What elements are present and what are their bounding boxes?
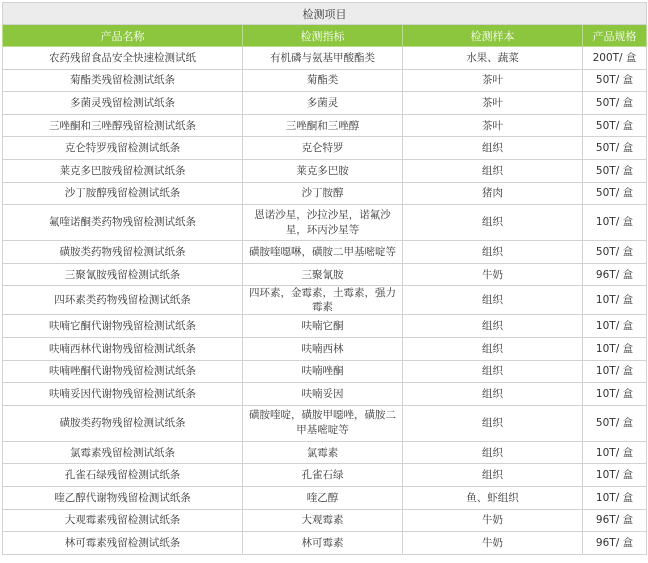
- cell-spec: 50T/ 盒: [583, 241, 647, 264]
- cell-spec: 50T/ 盒: [583, 159, 647, 182]
- cell-spec: 50T/ 盒: [583, 182, 647, 205]
- cell-spec: 10T/ 盒: [583, 337, 647, 360]
- cell-indicator: 磺胺喹噁啉，磺胺二甲基嘧啶等: [243, 241, 403, 264]
- cell-indicator: 三唑酮和三唑醇: [243, 114, 403, 137]
- cell-sample: 组织: [403, 360, 583, 383]
- cell-product-name: 大观霉素残留检测试纸条: [3, 509, 243, 532]
- cell-product-name: 多菌灵残留检测试纸条: [3, 92, 243, 115]
- cell-spec: 96T/ 盒: [583, 263, 647, 286]
- cell-spec: 50T/ 盒: [583, 405, 647, 441]
- cell-indicator: 呋喃它酮: [243, 315, 403, 338]
- cell-product-name: 三唑酮和三唑醇残留检测试纸条: [3, 114, 243, 137]
- cell-sample: 茶叶: [403, 114, 583, 137]
- cell-indicator: 三聚氰胺: [243, 263, 403, 286]
- table-row: [3, 509, 647, 532]
- cell-sample: 牛奶: [403, 263, 583, 286]
- cell-spec: 10T/ 盒: [583, 286, 647, 315]
- cell-sample: 组织: [403, 205, 583, 241]
- cell-indicator: 菊酯类: [243, 69, 403, 92]
- cell-sample: 牛奶: [403, 532, 583, 555]
- cell-product-name: 喹乙醇代谢物残留检测试纸条: [3, 486, 243, 509]
- cell-spec: 10T/ 盒: [583, 360, 647, 383]
- cell-indicator: 呋喃唑酮: [243, 360, 403, 383]
- cell-sample: 组织: [403, 315, 583, 338]
- table-header-row: [3, 25, 647, 47]
- table-row: [3, 263, 647, 286]
- table-title: 检测项目: [3, 3, 647, 25]
- cell-product-name: 孔雀石绿残留检测试纸条: [3, 464, 243, 487]
- header-product-name: 产品名称: [3, 25, 243, 47]
- cell-spec: 96T/ 盒: [583, 532, 647, 555]
- cell-spec: 10T/ 盒: [583, 486, 647, 509]
- cell-sample: 组织: [403, 241, 583, 264]
- cell-sample: 水果、蔬菜: [403, 47, 583, 70]
- table-row: [3, 486, 647, 509]
- table-row: [3, 114, 647, 137]
- header-spec: 产品规格: [583, 25, 647, 47]
- cell-sample: 组织: [403, 337, 583, 360]
- table-row: [3, 337, 647, 360]
- cell-spec: 200T/ 盒: [583, 47, 647, 70]
- cell-product-name: 林可霉素残留检测试纸条: [3, 532, 243, 555]
- cell-product-name: 氯霉素残留检测试纸条: [3, 441, 243, 464]
- cell-indicator: 恩诺沙星，沙拉沙星，诺氟沙星，环丙沙星等: [243, 205, 403, 241]
- cell-indicator: 莱克多巴胺: [243, 159, 403, 182]
- cell-product-name: 呋喃妥因代谢物残留检测试纸条: [3, 383, 243, 406]
- detection-items-table: [2, 2, 647, 555]
- cell-product-name: 三聚氰胺残留检测试纸条: [3, 263, 243, 286]
- cell-indicator: 呋喃妥因: [243, 383, 403, 406]
- cell-indicator: 磺胺喹啶，磺胺甲噁唑，磺胺二甲基嘧啶等: [243, 405, 403, 441]
- cell-sample: 鱼、虾组织: [403, 486, 583, 509]
- table-row: [3, 205, 647, 241]
- cell-spec: 50T/ 盒: [583, 137, 647, 160]
- cell-product-name: 呋喃西林代谢物残留检测试纸条: [3, 337, 243, 360]
- cell-sample: 组织: [403, 405, 583, 441]
- table-row: [3, 383, 647, 406]
- cell-sample: 牛奶: [403, 509, 583, 532]
- cell-product-name: 磺胺类药物残留检测试纸条: [3, 241, 243, 264]
- detection-table-container: [2, 2, 646, 555]
- cell-product-name: 克仑特罗残留检测试纸条: [3, 137, 243, 160]
- cell-spec: 10T/ 盒: [583, 383, 647, 406]
- cell-spec: 50T/ 盒: [583, 92, 647, 115]
- table-row: [3, 159, 647, 182]
- cell-sample: 猪肉: [403, 182, 583, 205]
- cell-indicator: 大观霉素: [243, 509, 403, 532]
- cell-product-name: 氟喹诺酮类药物残留检测试纸条: [3, 205, 243, 241]
- table-row: [3, 532, 647, 555]
- table-row: [3, 441, 647, 464]
- cell-indicator: 克仑特罗: [243, 137, 403, 160]
- cell-product-name: 呋喃它酮代谢物残留检测试纸条: [3, 315, 243, 338]
- table-row: [3, 241, 647, 264]
- table-row: [3, 69, 647, 92]
- header-sample: 检测样本: [403, 25, 583, 47]
- cell-indicator: 沙丁胺醇: [243, 182, 403, 205]
- cell-spec: 96T/ 盒: [583, 509, 647, 532]
- table-row: [3, 315, 647, 338]
- cell-indicator: 呋喃西林: [243, 337, 403, 360]
- cell-spec: 10T/ 盒: [583, 464, 647, 487]
- cell-product-name: 沙丁胺醇残留检测试纸条: [3, 182, 243, 205]
- cell-sample: 组织: [403, 441, 583, 464]
- cell-indicator: 多菌灵: [243, 92, 403, 115]
- cell-sample: 茶叶: [403, 92, 583, 115]
- cell-sample: 组织: [403, 464, 583, 487]
- table-row: [3, 47, 647, 70]
- cell-indicator: 喹乙醇: [243, 486, 403, 509]
- header-indicator: 检测指标: [243, 25, 403, 47]
- cell-sample: 组织: [403, 383, 583, 406]
- cell-spec: 10T/ 盒: [583, 315, 647, 338]
- table-row: [3, 360, 647, 383]
- cell-sample: 组织: [403, 159, 583, 182]
- cell-product-name: 磺胺类药物残留检测试纸条: [3, 405, 243, 441]
- cell-indicator: 四环素，金霉素，土霉素，强力霉素: [243, 286, 403, 315]
- cell-product-name: 呋喃唑酮代谢物残留检测试纸条: [3, 360, 243, 383]
- table-title-row: [3, 3, 647, 25]
- cell-sample: 组织: [403, 137, 583, 160]
- table-row: [3, 137, 647, 160]
- cell-spec: 50T/ 盒: [583, 69, 647, 92]
- table-row: [3, 464, 647, 487]
- cell-indicator: 氯霉素: [243, 441, 403, 464]
- cell-product-name: 菊酯类残留检测试纸条: [3, 69, 243, 92]
- table-body: [3, 47, 647, 555]
- cell-indicator: 孔雀石绿: [243, 464, 403, 487]
- table-row: [3, 405, 647, 441]
- table-row: [3, 92, 647, 115]
- cell-indicator: 林可霉素: [243, 532, 403, 555]
- cell-product-name: 莱克多巴胺残留检测试纸条: [3, 159, 243, 182]
- cell-spec: 10T/ 盒: [583, 205, 647, 241]
- cell-spec: 10T/ 盒: [583, 441, 647, 464]
- cell-sample: 组织: [403, 286, 583, 315]
- cell-sample: 茶叶: [403, 69, 583, 92]
- cell-spec: 50T/ 盒: [583, 114, 647, 137]
- table-row: [3, 286, 647, 315]
- cell-indicator: 有机磷与氨基甲酸酯类: [243, 47, 403, 70]
- cell-product-name: 四环素类药物残留检测试纸条: [3, 286, 243, 315]
- cell-product-name: 农药残留食品安全快速检测试纸: [3, 47, 243, 70]
- table-row: [3, 182, 647, 205]
